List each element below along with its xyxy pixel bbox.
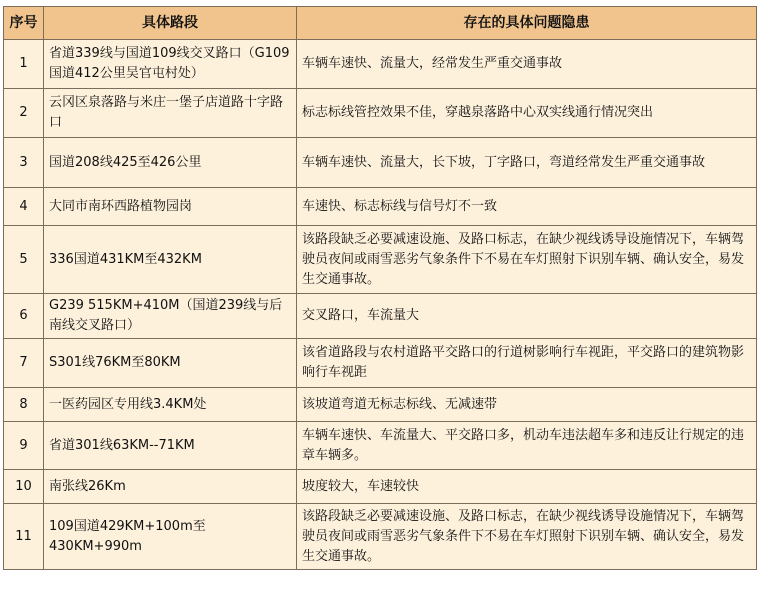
header-num: 序号 xyxy=(4,7,44,40)
row-issue: 车辆车速快、流量大，经常发生严重交通事故 xyxy=(297,40,757,89)
row-issue: 车速快、标志标线与信号灯不一致 xyxy=(297,188,757,226)
hazard-table xyxy=(3,6,757,570)
row-num: 10 xyxy=(4,470,44,504)
row-num: 8 xyxy=(4,388,44,422)
row-road: 省道339线与国道109线交叉路口（G109国道412公里吴官屯村处） xyxy=(44,40,297,89)
row-issue: 坡度较大，车速较快 xyxy=(297,470,757,504)
row-num: 5 xyxy=(4,226,44,294)
table-row xyxy=(4,504,757,570)
row-issue: 车辆车速快、流量大，长下坡，丁字路口，弯道经常发生严重交通事故 xyxy=(297,138,757,188)
row-issue: 该路段缺乏必要减速设施、及路口标志，在缺少视线诱导设施情况下，车辆驾驶员夜间或雨雪恶劣气象条件下不易在车灯照射下识别车辆、确认安全，易发生交通事故。 xyxy=(297,226,757,294)
row-road: 109国道429KM+100m至430KM+990m xyxy=(44,504,297,570)
row-road: 国道208线425至426公里 xyxy=(44,138,297,188)
row-num: 4 xyxy=(4,188,44,226)
row-num: 11 xyxy=(4,504,44,570)
row-road: 南张线26Km xyxy=(44,470,297,504)
row-num: 2 xyxy=(4,89,44,138)
row-issue: 车辆车速快、车流量大、平交路口多，机动车违法超车多和违反让行规定的违章车辆多。 xyxy=(297,422,757,470)
header-issue: 存在的具体问题隐患 xyxy=(297,7,757,40)
row-road: 云冈区泉落路与米庄一堡子店道路十字路口 xyxy=(44,89,297,138)
table-row xyxy=(4,138,757,188)
table-header-row xyxy=(4,7,757,40)
table-row xyxy=(4,226,757,294)
row-issue: 交叉路口，车流量大 xyxy=(297,294,757,339)
row-road: 省道301线63KM--71KM xyxy=(44,422,297,470)
table-row xyxy=(4,470,757,504)
row-num: 9 xyxy=(4,422,44,470)
row-issue: 该省道路段与农村道路平交路口的行道树影响行车视距，平交路口的建筑物影响行车视距 xyxy=(297,339,757,388)
table-row xyxy=(4,294,757,339)
table-row xyxy=(4,188,757,226)
row-road: G239 515KM+410M（国道239线与后南线交叉路口） xyxy=(44,294,297,339)
table-row xyxy=(4,422,757,470)
table-row xyxy=(4,89,757,138)
row-num: 6 xyxy=(4,294,44,339)
table-row xyxy=(4,388,757,422)
table-row xyxy=(4,339,757,388)
row-road: 336国道431KM至432KM xyxy=(44,226,297,294)
header-road: 具体路段 xyxy=(44,7,297,40)
row-road: 大同市南环西路植物园岗 xyxy=(44,188,297,226)
row-num: 3 xyxy=(4,138,44,188)
table-row xyxy=(4,40,757,89)
row-road: 一医药园区专用线3.4KM处 xyxy=(44,388,297,422)
row-road: S301线76KM至80KM xyxy=(44,339,297,388)
row-issue: 该坡道弯道无标志标线、无减速带 xyxy=(297,388,757,422)
row-issue: 标志标线管控效果不佳，穿越泉落路中心双实线通行情况突出 xyxy=(297,89,757,138)
row-num: 1 xyxy=(4,40,44,89)
row-num: 7 xyxy=(4,339,44,388)
row-issue: 该路段缺乏必要减速设施、及路口标志，在缺少视线诱导设施情况下，车辆驾驶员夜间或雨雪恶劣气象条件下不易在车灯照射下识别车辆、确认安全，易发生交通事故。 xyxy=(297,504,757,570)
